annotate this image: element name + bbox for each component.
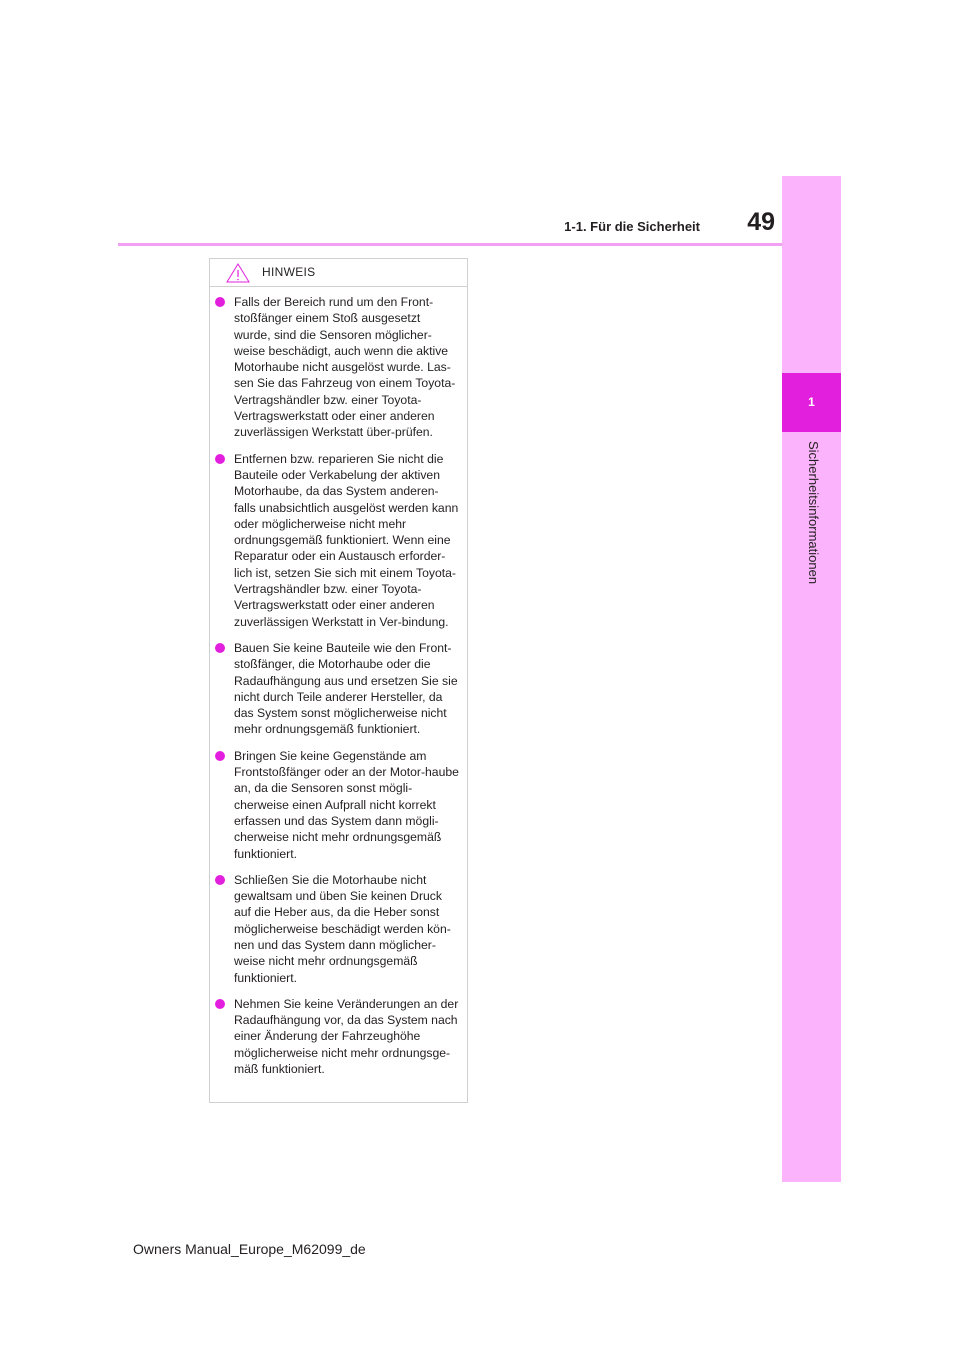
page-number: 49 (747, 208, 775, 236)
notice-item (215, 996, 467, 1077)
warning-triangle-icon (226, 263, 250, 283)
notice-header (210, 259, 467, 287)
chapter-number-tab[interactable]: 1 (782, 373, 841, 432)
notice-item-text: Falls der Bereich rund um den Front-stoßfänger einem Stoß ausgesetzt wurde, sind die Sensoren möglicher-weise beschädigt, auch wenn die aktive Motorhaube nicht ausgelöst wurde. Las-sen Sie das Fahrzeug von einem Toyota-Vertragshändler bzw. einer Toyota-Vertragswerkstatt oder einer anderen zuverlässigen Werkstatt über-prüfen. (234, 295, 456, 440)
bullet-icon (215, 643, 225, 653)
notice-item (215, 872, 467, 986)
chapter-side-tab (782, 176, 841, 1182)
bullet-icon (215, 454, 225, 464)
notice-item-text: Entfernen bzw. reparieren Sie nicht die Bauteile oder Verkabelung der aktiven Motorhaube, da das System anderen-falls unabsichtlich ausgelöst werden kann oder möglicherweise nicht mehr ordnungsgemäß funktioniert. Wenn eine Reparatur oder ein Austausch erforder-lich ist, setzen Sie sich mit einem Toyota-Vertragshändler bzw. einer Toyota-Vertragswerkstatt oder einer anderen zuverlässigen Werkstatt in Ver-bindung. (234, 451, 459, 629)
notice-box (209, 258, 468, 1103)
bullet-icon (215, 875, 225, 885)
header-divider (118, 243, 782, 246)
notice-item-text: Bringen Sie keine Gegenstände am Frontstoßfänger oder an der Motor-haube an, da die Sensoren sonst mögli-cherweise einen Aufprall nicht korrekt erfassen und das System dann mögli-cherweise nicht mehr ordnungsgemäß funktioniert. (234, 748, 459, 861)
notice-item-text: Nehmen Sie keine Veränderungen an der Radaufhängung vor, da das System nach einer Änderung der Fahrzeughöhe möglicherweise nicht mehr ordnungsge-mäß funktioniert. (234, 996, 459, 1077)
notice-item (215, 294, 467, 441)
chapter-label: Sicherheitsinformationen (806, 441, 821, 585)
bullet-icon (215, 297, 225, 307)
bullet-icon (215, 751, 225, 761)
notice-item-text: Bauen Sie keine Bauteile wie den Front-stoßfänger, die Motorhaube oder die Radaufhängung aus und ersetzen Sie sie nicht durch Teile anderer Hersteller, da das System sonst möglicherweise nicht mehr ordnungsgemäß funktioniert. (234, 640, 458, 737)
notice-list (210, 287, 467, 1077)
footer-text: Owners Manual_Europe_M62099_de (133, 1241, 366, 1257)
bullet-icon (215, 999, 225, 1009)
notice-item (215, 748, 467, 862)
section-title: 1-1. Für die Sicherheit (564, 219, 700, 234)
notice-item-text: Schließen Sie die Motorhaube nicht gewaltsam und üben Sie keinen Druck auf die Heber aus, da die Heber sonst möglicherweise beschädigt werden kön-nen und das System dann möglicher-weise nicht mehr ordnungsgemäß funktioniert. (234, 872, 451, 985)
notice-item (215, 640, 467, 738)
notice-title: HINWEIS (262, 265, 316, 279)
notice-item (215, 451, 467, 630)
